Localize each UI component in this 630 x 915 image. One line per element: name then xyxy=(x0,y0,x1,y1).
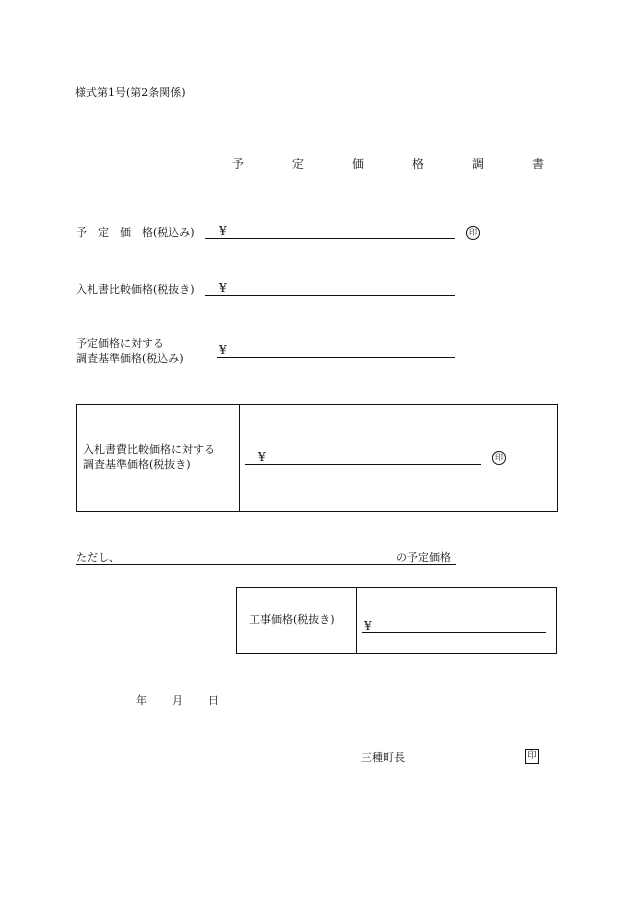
survey-standard-label-2: 調査基準価格(税込み) xyxy=(76,352,184,365)
box-yen: ¥ xyxy=(258,450,266,464)
box-divider xyxy=(239,404,240,511)
survey-standard-label-1: 予定価格に対する xyxy=(76,337,164,350)
construction-yen: ¥ xyxy=(364,619,372,633)
box-amount-line xyxy=(245,464,481,465)
planned-price-label: 予 定 価 格(税込み) xyxy=(76,226,195,239)
survey-standard-yen: ¥ xyxy=(219,343,227,357)
planned-price-line xyxy=(205,238,455,239)
date-month: 月 xyxy=(172,694,183,707)
seal-icon: 印 xyxy=(492,451,506,465)
construction-divider xyxy=(356,587,357,653)
survey-standard-line xyxy=(217,357,455,358)
bid-comparison-line xyxy=(205,295,455,296)
form-number: 様式第1号(第2条関係) xyxy=(75,86,186,99)
box-label-2: 調査基準価格(税抜き) xyxy=(83,458,191,471)
box-label-1: 入札書費比較価格に対する xyxy=(83,443,215,456)
proviso-prefix: ただし、 xyxy=(76,551,120,564)
bid-comparison-label: 入札書比較価格(税抜き) xyxy=(76,283,195,296)
proviso-suffix: の予定価格 xyxy=(396,551,451,564)
seal-icon: 印 xyxy=(466,226,480,240)
construction-label: 工事価格(税抜き) xyxy=(249,613,335,626)
construction-line xyxy=(362,632,546,633)
bid-comparison-yen: ¥ xyxy=(219,281,227,295)
document-title: 予 定 価 格 調 書 xyxy=(232,157,563,171)
date-year: 年 xyxy=(136,694,147,707)
signatory-title: 三種町長 xyxy=(361,751,405,764)
date-day: 日 xyxy=(208,694,219,707)
planned-price-yen: ¥ xyxy=(219,224,227,238)
seal-icon: 印 xyxy=(525,749,539,764)
